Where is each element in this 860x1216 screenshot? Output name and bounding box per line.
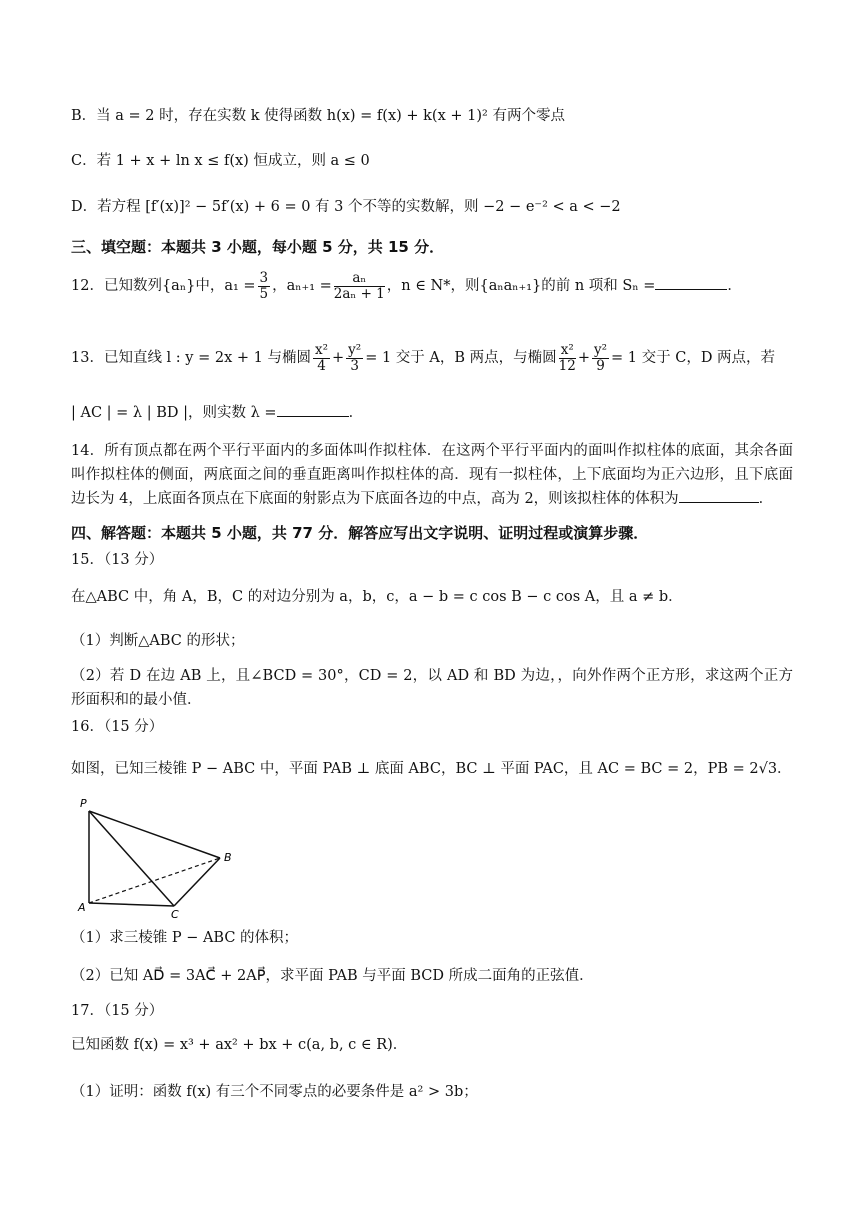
q12-rec-den: 2aₙ + 1 bbox=[333, 285, 385, 302]
q17-part-1: （1）证明：函数 f(x) 有三个不同零点的必要条件是 a² > 3b； bbox=[71, 1084, 478, 1100]
question-13-line-2 bbox=[71, 403, 363, 423]
edge-ab-hidden bbox=[89, 858, 220, 903]
q13-e1-x-den: 4 bbox=[317, 357, 326, 374]
q13-e1-y-num: y² bbox=[348, 341, 362, 358]
q15-stem: 在△ABC 中，角 A，B，C 的对边分别为 a，b，c，a − b = c cos B − c cos A，且 a ≠ b． bbox=[71, 589, 683, 605]
q13-answer-blank bbox=[277, 404, 349, 417]
question-14 bbox=[71, 439, 793, 511]
q13-line2: | AC | = λ | BD |，则实数 λ = bbox=[71, 405, 277, 421]
section-3-heading: 三、填空题：本题共 3 小题，每小题 5 分，共 15 分． bbox=[71, 238, 445, 256]
edge-ac bbox=[89, 903, 174, 906]
q14-answer-blank bbox=[679, 490, 759, 503]
question-13: 13．已知直线 l : y = 2x + 1 与椭圆 $\frac{\text{x²}}{4}$ + $\frac{\text{y²}}{3}$ = 1 交于 A，B 两点，与椭圆 $\frac{\text{x²}}{12}$ + $\frac{\text{y²}}{9}$ = 1 交于 C，D 两点，若 bbox=[71, 341, 776, 374]
label-p: P bbox=[80, 797, 87, 810]
q12-a1-den: 5 bbox=[259, 285, 269, 302]
edge-pc bbox=[89, 811, 174, 906]
edge-cb bbox=[174, 858, 220, 906]
q16-part-1: （1）求三棱锥 P − ABC 的体积； bbox=[71, 930, 299, 946]
q16-label: 16．（15 分） bbox=[71, 719, 164, 735]
q13-mid: = 1 交于 A，B 两点，与椭圆 bbox=[365, 350, 557, 366]
q12-rec-lhs: ，aₙ₊₁ = bbox=[272, 278, 332, 294]
q12-a1-lhs: a₁ = bbox=[224, 278, 256, 294]
q12-a1-num: 3 bbox=[259, 269, 269, 286]
option-b: B．当 a = 2 时，存在实数 k 使得函数 h(x) = f(x) + k(x + 1)² 有两个零点 bbox=[71, 108, 565, 124]
q13-e1-y-fraction bbox=[346, 343, 363, 374]
q17-stem: 已知函数 f(x) = x³ + ax² + bx + c(a, b, c ∈ R)． bbox=[71, 1037, 408, 1053]
label-a: A bbox=[78, 901, 86, 914]
q14-end: ． bbox=[758, 491, 774, 507]
q15-part-2: （2）若 D 在边 AB 上，且∠BCD = 30°，CD = 2，以 AD 和 BD 为边，，向外作两个正方形，求这两个正方形面积和的最小值． bbox=[71, 668, 793, 708]
q13-e2-x-den: 12 bbox=[558, 357, 576, 374]
option-d: D．若方程 [f′(x)]² − 5f′(x) + 6 = 0 有 3 个不等的实数解，则 −2 − e⁻² < a < −2 bbox=[71, 199, 621, 215]
label-c: C bbox=[171, 908, 179, 919]
q12-rec-num: aₙ bbox=[334, 271, 385, 287]
q13-e2-y-den: 9 bbox=[596, 357, 605, 374]
q16-stem: 如图，已知三棱锥 P − ABC 中，平面 PAB ⊥ 底面 ABC，BC ⊥ 平面 PAC，且 AC = BC = 2，PB = 2√3． bbox=[71, 761, 792, 777]
q13-pre: 13．已知直线 l : y = 2x + 1 与椭圆 bbox=[71, 350, 311, 366]
section-4-heading: 四、解答题：本题共 5 小题，共 77 分．解答应写出文字说明、证明过程或演算步骤． bbox=[71, 524, 649, 542]
q13-e1-x-num: x² bbox=[314, 341, 328, 358]
q13-e1-x-fraction bbox=[313, 343, 330, 374]
q15-label: 15．（13 分） bbox=[71, 552, 164, 568]
q13-e1-y-den: 3 bbox=[350, 357, 359, 374]
q16-part-2: （2）已知 AD⃗ = 3AC⃗ + 2AP⃗，求平面 PAB 与平面 BCD 所成二面角的正弦值． bbox=[71, 968, 594, 984]
q12-pre: 12．已知数列{aₙ}中， bbox=[71, 278, 225, 294]
q12-end: ． bbox=[727, 278, 742, 294]
q15-part-1: （1）判断△ABC 的形状； bbox=[71, 633, 245, 649]
q12-a1-fraction bbox=[258, 271, 271, 302]
q13-e2-y-fraction bbox=[592, 343, 609, 374]
q17-label: 17．（15 分） bbox=[71, 1003, 164, 1019]
option-c: C．若 1 + x + ln x ≤ f(x) 恒成立，则 a ≤ 0 bbox=[71, 153, 370, 169]
q13-end: ． bbox=[348, 405, 364, 421]
edge-pb bbox=[89, 811, 220, 858]
q13-e2-y-num: y² bbox=[593, 341, 608, 358]
q14-text: 14．所有顶点都在两个平行平面内的多面体叫作拟柱体．在这两个平行平面内的面叫作拟柱体的底面，其余各面叫作拟柱体的侧面，两底面之间的垂直距离叫作拟柱体的高．现有一拟柱体，上下底面均为正六边形，且下底面边长为 4，上底面各顶点在下底面的射影点为下底面各边的中点，高为 2，则该拟柱体的体积为 bbox=[71, 443, 793, 507]
q13-e2-x-fraction bbox=[559, 343, 576, 374]
question-12 bbox=[71, 268, 742, 304]
q13-post: = 1 交于 C，D 两点，若 bbox=[611, 350, 776, 366]
q12-post: ，n ∈ N*，则{aₙaₙ₊₁}的前 n 项和 Sₙ = bbox=[386, 278, 656, 294]
q13-e2-x-num: x² bbox=[559, 343, 576, 359]
tetrahedron-figure bbox=[76, 797, 251, 919]
label-b: B bbox=[224, 851, 232, 864]
q12-answer-blank bbox=[655, 277, 727, 290]
q12-rec-fraction bbox=[334, 271, 385, 302]
